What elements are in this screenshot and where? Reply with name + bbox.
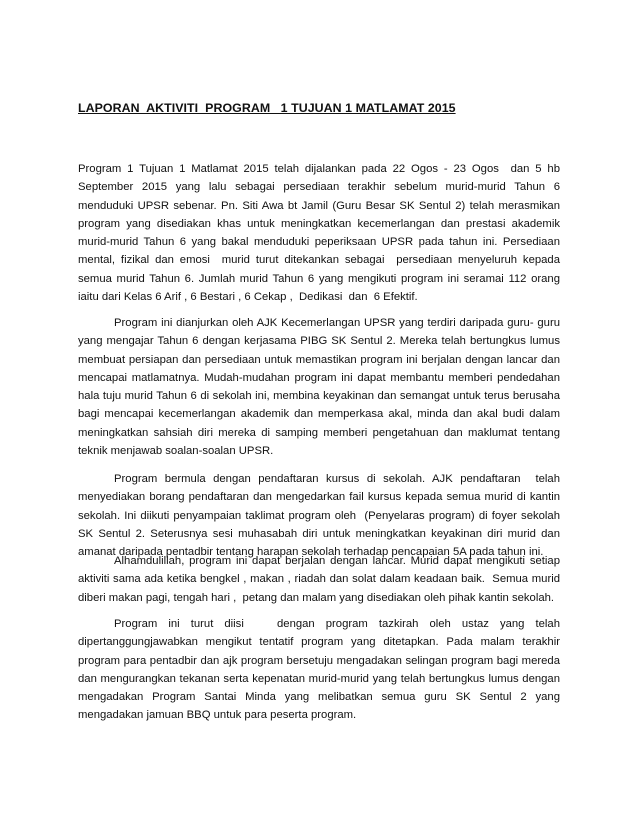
- page-title: LAPORAN AKTIVITI PROGRAM 1 TUJUAN 1 MATLAMAT 2015: [78, 101, 456, 115]
- paragraph-tazkirah: Program ini turut diisi dengan program tazkirah oleh ustaz yang telah dipertanggungjawabkan mengikut tentatif program yang ditetapkan. Pada malam terakhir program para pentadbir dan ajk program bersetuju mengadakan selingan program bagi mereda dan mengurangkan tekanan serta kepenatan murid-murid yang telah bertungkus lumus dengan mengadakan Program Santai Minda yang melibatkan semua guru SK Sentul 2 yang mengadakan jamuan BBQ untuk para peserta program.: [78, 618, 564, 722]
- paragraph-activities: Alhamdulillah, program ini dapat berjalan dengan lancar. Murid dapat mengikuti setiap aktiviti sama ada ketika bengkel , makan , riadah dan solat dalam keadaan baik. Semua murid diberi makan pagi, tengah hari , petang dan malam yang disediakan oleh pihak kantin sekolah.: [78, 555, 564, 604]
- paragraph-introduction: Program 1 Tujuan 1 Matlamat 2015 telah dijalankan pada 22 Ogos - 23 Ogos dan 5 hb September 2015 yang lalu sebagai persediaan terakhir sebelum murid-murid Tahun 6 menduduki UPSR sebenar. Pn. Siti Awa bt Jamil (Guru Besar SK Sentul 2) telah merasmikan program yang disediakan khas untuk meningkatkan kecemerlangan dan prestasi akademik murid-murid Tahun 6 yang bakal menduduki peperiksaan UPSR pada tahun ini. Persediaan mental, fizikal dan emosi murid turut ditekankan sebagai persediaan menyeluruh kepada semua murid Tahun 6. Jumlah murid Tahun 6 yang mengikuti program ini seramai 112 orang iaitu dari Kelas 6 Arif , 6 Bestari , 6 Cekap , Dedikasi dan 6 Efektif.: [78, 163, 564, 304]
- paragraph-registration: Program bermula dengan pendaftaran kursus di sekolah. AJK pendaftaran telah menyediakan borang pendaftaran dan mengedarkan fail kursus kepada semua murid di kantin sekolah. Ini diikuti penyampaian taklimat program oleh (Penyelaras program) di foyer sekolah SK Sentul 2. Seterusnya sesi muhasabah diri untuk meningkatkan keyakinan diri murid dan amanat daripada pentadbir tentang harapan sekolah terhadap pencapaian 5A pada tahun ini.: [78, 473, 564, 559]
- paragraph-organizer: Program ini dianjurkan oleh AJK Kecemerlangan UPSR yang terdiri daripada guru- guru yang mengajar Tahun 6 dengan kerjasama PIBG SK Sentul 2. Mereka telah bertungkus lumus membuat persiapan dan persediaan untuk memastikan program ini berjalan dengan lancar dan mencapai matlamatnya. Mudah-mudahan program ini dapat membantu memberi pendedahan hala tuju murid Tahun 6 di sekolah ini, membina keyakinan dan semangat untuk terus berusaha bagi mencapai kecemerlangan akademik dan memperkasa akal, minda dan akal budi dalam meningkatkan sahsiah diri mereka di samping memberi pengetahuan dan maklumat tentang teknik menjawab soalan-soalan UPSR.: [78, 317, 564, 458]
